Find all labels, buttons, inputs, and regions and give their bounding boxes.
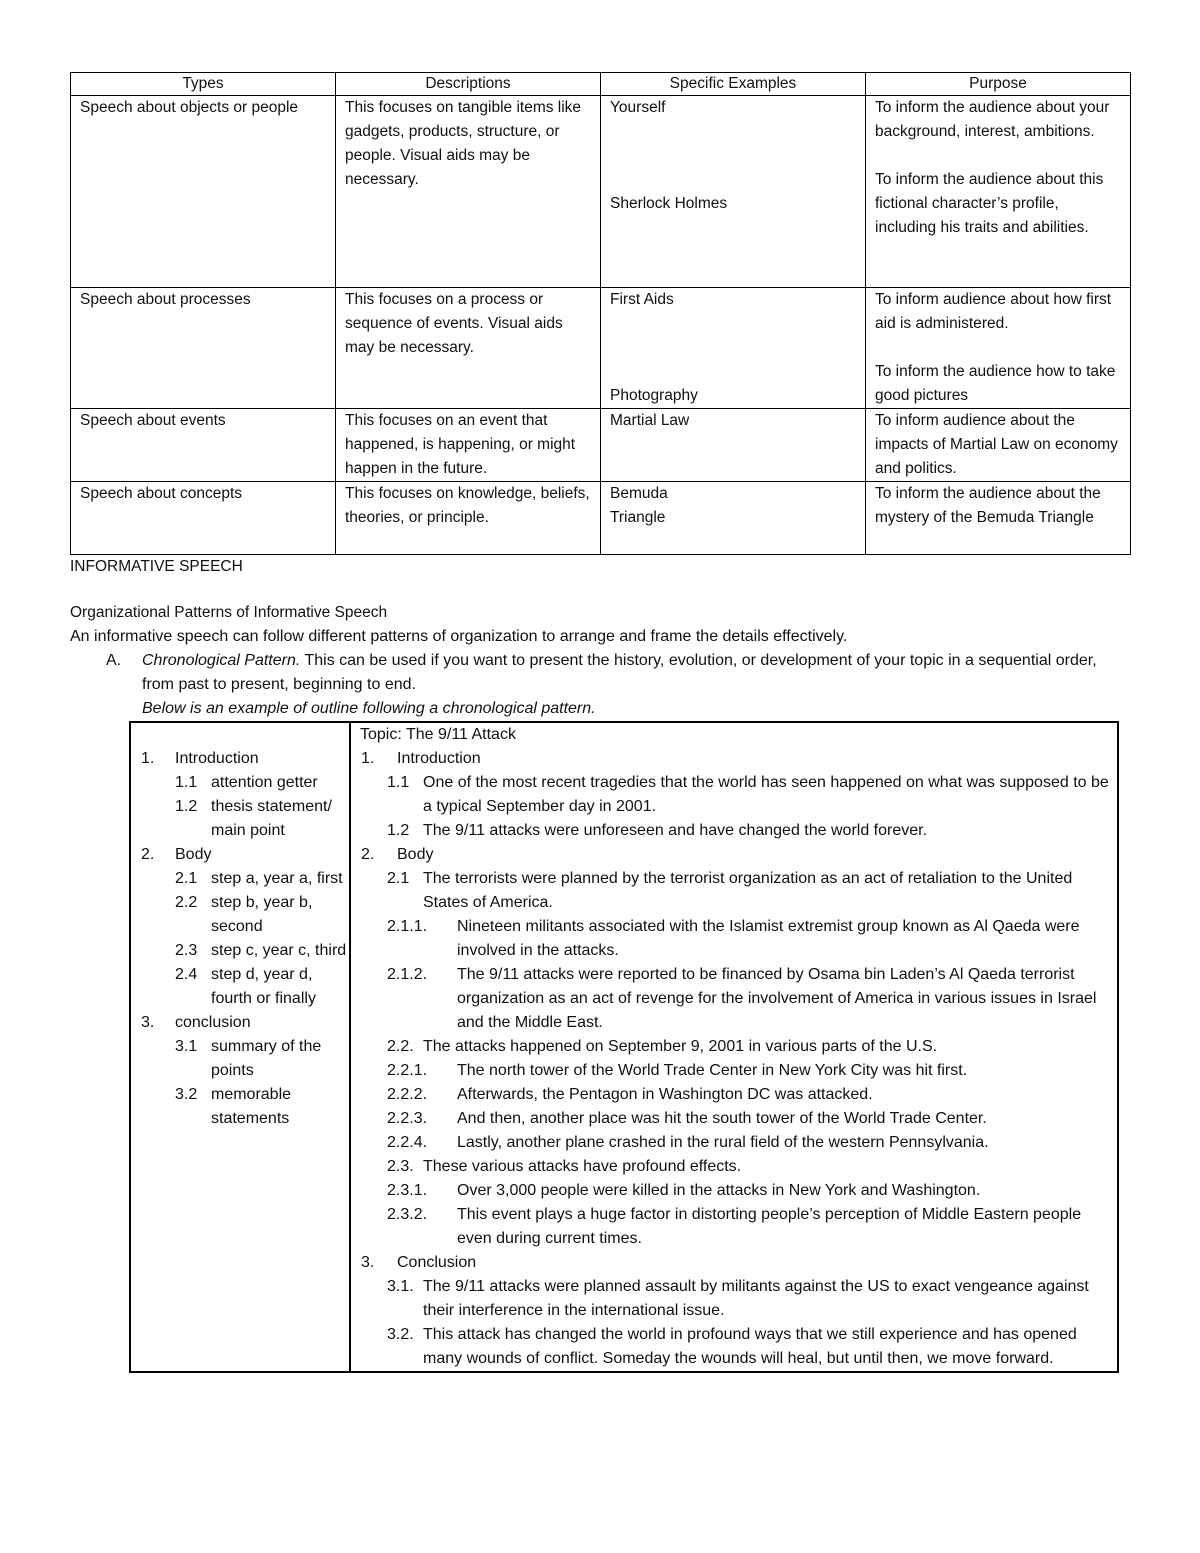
example-cell: Martial Law xyxy=(601,409,866,482)
outline-item-number: 2. xyxy=(141,846,155,863)
purpose-2: To inform the audience how to take good pictures xyxy=(875,363,1116,404)
outline-item-text: The 9/11 attacks were reported to be financed by Osama bin Laden’s Al Qaeda terrorist organization as an act of revenge for the involvement of America in various issues in Israel and the Middle East. xyxy=(457,966,1097,1031)
outline-item-number: 2.2.4. xyxy=(387,1134,428,1151)
outline-item xyxy=(351,771,1117,819)
outline-item-number: 1. xyxy=(141,750,155,767)
example-1: Bemuda Triangle xyxy=(610,485,668,526)
outline-item-number: 1.1 xyxy=(387,774,410,791)
outline-item-text: Introduction xyxy=(175,750,259,767)
example-2: Photography xyxy=(610,387,698,404)
outline-item-number: 2.2.1. xyxy=(387,1062,428,1079)
outline-item-number: 2.1 xyxy=(175,870,198,887)
outline-item xyxy=(131,795,349,843)
table-row xyxy=(71,482,1131,555)
outline-item-text: step d, year d, fourth or finally xyxy=(211,966,316,1007)
outline-item xyxy=(131,939,349,963)
outline-item-text: step a, year a, first xyxy=(211,870,343,887)
outline-item-text: Body xyxy=(397,846,434,863)
outline-item-text: This event plays a huge factor in distorting people’s perception of Middle Eastern people even during current times. xyxy=(457,1206,1082,1247)
outline-item-text: Over 3,000 people were killed in the attacks in New York and Washington. xyxy=(457,1182,981,1199)
outline-item xyxy=(351,1251,1117,1275)
outline-item-text: Afterwards, the Pentagon in Washington DC was attacked. xyxy=(457,1086,873,1103)
header-purpose: Purpose xyxy=(866,73,1131,96)
outline-item-number: 2.1.1. xyxy=(387,918,428,935)
header-types: Types xyxy=(71,73,336,96)
table-header-row xyxy=(71,73,1131,96)
type-cell: Speech about concepts xyxy=(71,482,336,555)
outline-item xyxy=(131,963,349,1011)
outline-item-number: 1.1 xyxy=(175,774,198,791)
outline-item-text: The terrorists were planned by the terrorist organization as an act of retaliation to the United States of America. xyxy=(423,870,1073,911)
outline-item xyxy=(351,1203,1117,1251)
example-cell xyxy=(601,288,866,409)
outline-item-text: Nineteen militants associated with the Islamist extremist group known as Al Qaeda were involved in the attacks. xyxy=(457,918,1080,959)
outline-item-number: 2.2 xyxy=(175,894,198,911)
outline-item-text: And then, another place was hit the south tower of the World Trade Center. xyxy=(457,1110,987,1127)
outline-item-text: step c, year c, third xyxy=(211,942,347,959)
outline-item-number: 2.2. xyxy=(387,1038,414,1055)
example-cell xyxy=(601,96,866,288)
purpose-cell: To inform audience about the impacts of Martial Law on economy and politics. xyxy=(866,409,1131,482)
outline-item-number: 2. xyxy=(361,846,375,863)
outline-item xyxy=(351,1275,1117,1323)
outline-item xyxy=(351,1083,1117,1107)
header-specific-examples: Specific Examples xyxy=(601,73,866,96)
pattern-a-item xyxy=(70,649,1130,721)
outline-item-number: 1. xyxy=(361,750,375,767)
outline-template-list xyxy=(131,747,349,1131)
speech-types-table xyxy=(70,72,1131,555)
outline-item xyxy=(131,891,349,939)
outline-item xyxy=(131,1011,349,1035)
description-cell: This focuses on knowledge, beliefs, theories, or principle. xyxy=(336,482,601,555)
outline-item xyxy=(351,747,1117,771)
outline-item-number: 2.3.2. xyxy=(387,1206,428,1223)
type-cell: Speech about events xyxy=(71,409,336,482)
outline-item xyxy=(131,1035,349,1083)
section-title: INFORMATIVE SPEECH xyxy=(70,558,243,575)
example-1: First Aids xyxy=(610,291,674,308)
outline-item-number: 2.3.1. xyxy=(387,1182,428,1199)
intro-paragraph: An informative speech can follow different patterns of organization to arrange and frame the details effectively. xyxy=(70,628,848,645)
purpose-cell xyxy=(866,288,1131,409)
example-2: Sherlock Holmes xyxy=(610,195,728,212)
outline-item xyxy=(351,843,1117,867)
purpose-cell: To inform the audience about the mystery of the Bemuda Triangle xyxy=(866,482,1131,555)
outline-item-text: attention getter xyxy=(211,774,318,791)
outline-item-number: 2.2.2. xyxy=(387,1086,428,1103)
header-descriptions: Descriptions xyxy=(336,73,601,96)
outline-item-text: The 9/11 attacks were unforeseen and have changed the world forever. xyxy=(423,822,928,839)
outline-item-number: 2.4 xyxy=(175,966,198,983)
outline-item-text: memorable statements xyxy=(211,1086,292,1127)
outline-item xyxy=(131,1083,349,1131)
outline-item-number: 2.3 xyxy=(175,942,198,959)
outline-item xyxy=(131,771,349,795)
outline-topic: Topic: The 9/11 Attack xyxy=(360,726,516,743)
outline-item-number: 2.1 xyxy=(387,870,410,887)
outline-item-number: 1.2 xyxy=(175,798,198,815)
outline-item xyxy=(351,915,1117,963)
outline-item-text: Lastly, another plane crashed in the rural field of the western Pennsylvania. xyxy=(457,1134,989,1151)
outline-item-number: 2.3. xyxy=(387,1158,414,1175)
outline-item-text: thesis statement/ main point xyxy=(211,798,332,839)
outline-item xyxy=(351,1059,1117,1083)
outline-item-number: 3. xyxy=(141,1014,155,1031)
pattern-a-example-note: Below is an example of outline following a chronological pattern. xyxy=(142,700,596,717)
outline-item xyxy=(351,1107,1117,1131)
subsection-title: Organizational Patterns of Informative Speech xyxy=(70,604,388,621)
outline-item xyxy=(351,867,1117,915)
outline-item-text: The attacks happened on September 9, 2001 in various parts of the U.S. xyxy=(423,1038,938,1055)
outline-template-cell xyxy=(130,722,350,1372)
outline-item xyxy=(351,819,1117,843)
outline-item-text: One of the most recent tragedies that the world has seen happened on what was supposed to be a typical September day in 2001. xyxy=(423,774,1109,815)
type-cell: Speech about processes xyxy=(71,288,336,409)
outline-item-text: Introduction xyxy=(397,750,481,767)
description-cell: This focuses on a process or sequence of events. Visual aids may be necessary. xyxy=(336,288,601,409)
outline-item xyxy=(351,1179,1117,1203)
outline-item xyxy=(351,1155,1117,1179)
purpose-1: To inform audience about how first aid is administered. xyxy=(875,291,1112,332)
outline-item-text: Conclusion xyxy=(397,1254,477,1271)
table-row xyxy=(71,96,1131,288)
outline-item-number: 2.1.2. xyxy=(387,966,428,983)
purpose-cell xyxy=(866,96,1131,288)
outline-item-number: 1.2 xyxy=(387,822,410,839)
table-row xyxy=(71,288,1131,409)
outline-item-text: The north tower of the World Trade Center in New York City was hit first. xyxy=(457,1062,968,1079)
outline-item xyxy=(351,1323,1117,1371)
outline-item xyxy=(351,963,1117,1035)
purpose-1: To inform the audience about your background, interest, ambitions. xyxy=(875,99,1110,140)
outline-item xyxy=(351,1035,1117,1059)
outline-item xyxy=(131,843,349,867)
outline-item xyxy=(131,747,349,771)
outline-item-text: The 9/11 attacks were planned assault by militants against the US to exact vengeance against their interference in the international issue. xyxy=(423,1278,1089,1319)
pattern-a-text xyxy=(142,649,1130,697)
outline-item-number: 3.1. xyxy=(387,1278,414,1295)
outline-item-number: 3. xyxy=(361,1254,375,1271)
outline-item-text: step b, year b, second xyxy=(211,894,313,935)
pattern-a-description: This can be used if you want to present the history, evolution, or development of your topic in a sequential order, from past to present, beginning to end. xyxy=(142,652,1097,693)
outline-table xyxy=(129,721,1119,1373)
outline-item-number: 3.1 xyxy=(175,1038,198,1055)
example-cell xyxy=(601,482,866,555)
outline-example-cell xyxy=(350,722,1118,1372)
outline-item-text: These various attacks have profound effects. xyxy=(423,1158,742,1175)
outline-item xyxy=(131,867,349,891)
document-page xyxy=(70,72,1130,1367)
outline-item xyxy=(351,1131,1117,1155)
table-row xyxy=(71,409,1131,482)
purpose-2: To inform the audience about this fictional character’s profile, including his traits and abilities. xyxy=(875,171,1104,236)
pattern-a-name: Chronological Pattern. xyxy=(142,652,301,669)
example-1: Yourself xyxy=(610,99,666,116)
outline-item-number: 3.2. xyxy=(387,1326,414,1343)
outline-item-text: conclusion xyxy=(175,1014,251,1031)
outline-example-list xyxy=(351,747,1117,1371)
outline-item-number: 2.2.3. xyxy=(387,1110,428,1127)
outline-item-text: summary of the points xyxy=(211,1038,322,1079)
outline-item-number: 3.2 xyxy=(175,1086,198,1103)
description-cell: This focuses on tangible items like gadgets, products, structure, or people. Visual aids may be necessary. xyxy=(336,96,601,288)
type-cell: Speech about objects or people xyxy=(71,96,336,288)
pattern-a-label: A. xyxy=(106,652,122,669)
outline-item-text: Body xyxy=(175,846,212,863)
outline-item-text: This attack has changed the world in profound ways that we still experience and has opened many wounds of conflict. Someday the wounds will heal, but until then, we move forward. xyxy=(423,1326,1077,1367)
description-cell: This focuses on an event that happened, is happening, or might happen in the future. xyxy=(336,409,601,482)
